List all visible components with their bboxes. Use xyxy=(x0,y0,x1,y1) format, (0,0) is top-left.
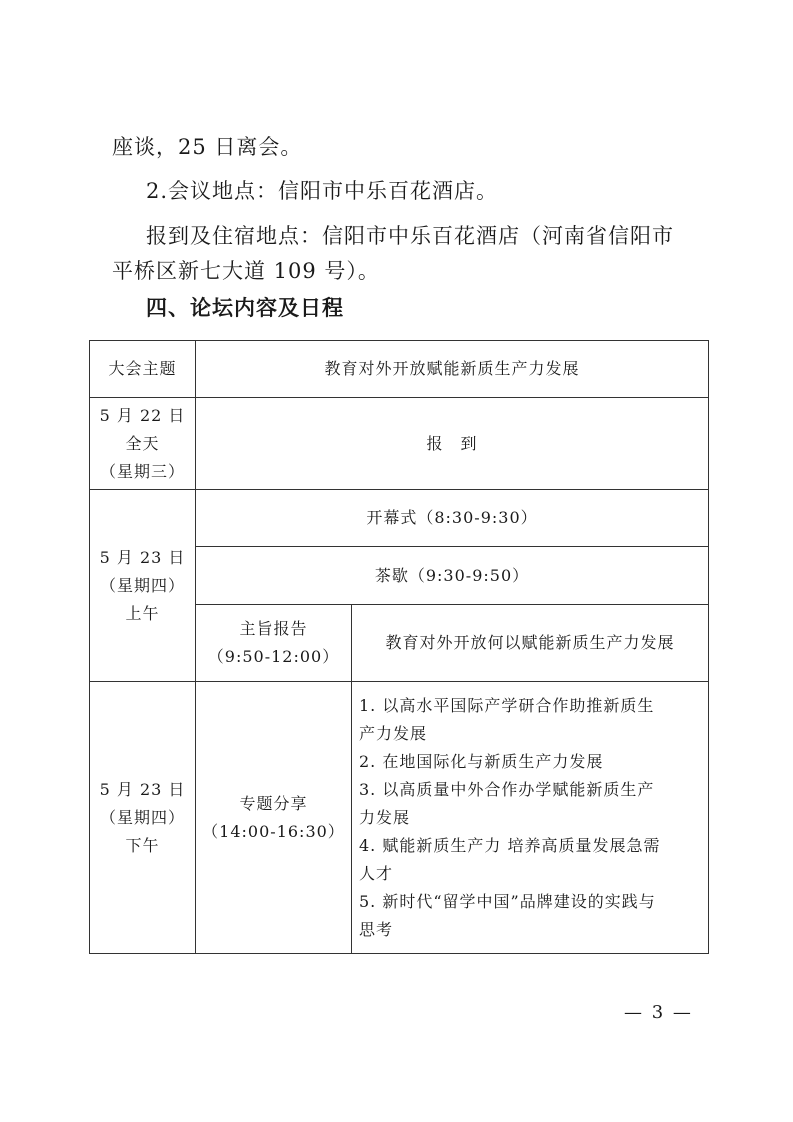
date-cell-may22 xyxy=(90,398,196,490)
topic-line: 产力发展 xyxy=(359,723,428,743)
session-time: （14:00-16:30） xyxy=(202,821,345,841)
keynote-title-cell: 教育对外开放何以赋能新质生产力发展 xyxy=(352,605,709,682)
keynote-time: （9:50-12:00） xyxy=(207,647,340,666)
paragraph-venue: 2.会议地点：信阳市中乐百花酒店。 xyxy=(146,179,499,203)
session-topics-cell xyxy=(352,682,709,954)
date-cell-may23-am xyxy=(90,490,196,682)
page-number: — 3 — xyxy=(624,1002,693,1023)
table-row-sessions xyxy=(90,682,709,954)
topic-line: 5. 新时代“留学中国”品牌建设的实践与 xyxy=(359,891,656,911)
date-line: 下午 xyxy=(125,835,160,855)
table-row-registration xyxy=(90,398,709,490)
topic-line: 力发展 xyxy=(359,807,411,827)
topic-line: 人才 xyxy=(359,863,394,883)
table-row-opening xyxy=(90,490,709,547)
registration-cell: 报 到 xyxy=(196,398,709,490)
date-line: （星期三） xyxy=(99,461,185,481)
table-row-theme xyxy=(90,341,709,398)
theme-value: 教育对外开放赋能新质生产力发展 xyxy=(196,341,709,398)
paragraph-continuation: 座谈，25 日离会。 xyxy=(112,135,303,159)
date-line: 5 月 23 日 xyxy=(99,547,186,567)
topic-line: 3. 以高质量中外合作办学赋能新质生产 xyxy=(359,779,655,799)
paragraph-accommodation-line1: 报到及住宿地点：信阳市中乐百花酒店（河南省信阳市 xyxy=(146,224,674,248)
date-line: （星期四） xyxy=(99,575,185,595)
date-line: 全天 xyxy=(125,433,160,453)
keynote-label-cell xyxy=(196,605,352,682)
session-label: 专题分享 xyxy=(239,793,308,813)
theme-label: 大会主题 xyxy=(90,341,196,398)
topic-line: 1. 以高水平国际产学研合作助推新质生 xyxy=(359,695,655,715)
date-line: （星期四） xyxy=(99,807,185,827)
session-label-cell xyxy=(196,682,352,954)
topic-line: 思考 xyxy=(359,919,394,939)
date-line: 5 月 23 日 xyxy=(99,779,186,799)
opening-ceremony-cell: 开幕式（8:30-9:30） xyxy=(196,490,709,547)
schedule-table xyxy=(89,340,709,954)
date-line: 上午 xyxy=(125,603,160,623)
date-cell-may23-pm xyxy=(90,682,196,954)
tea-break-cell: 茶歇（9:30-9:50） xyxy=(196,547,709,605)
paragraph-accommodation-line2: 平桥区新七大道 109 号）。 xyxy=(112,259,380,283)
topic-line: 2. 在地国际化与新质生产力发展 xyxy=(359,751,604,771)
keynote-label: 主旨报告 xyxy=(239,619,308,638)
section-heading: 四、论坛内容及日程 xyxy=(146,296,344,320)
topic-line: 4. 赋能新质生产力 培养高质量发展急需 xyxy=(359,835,661,855)
date-line: 5 月 22 日 xyxy=(99,405,186,425)
